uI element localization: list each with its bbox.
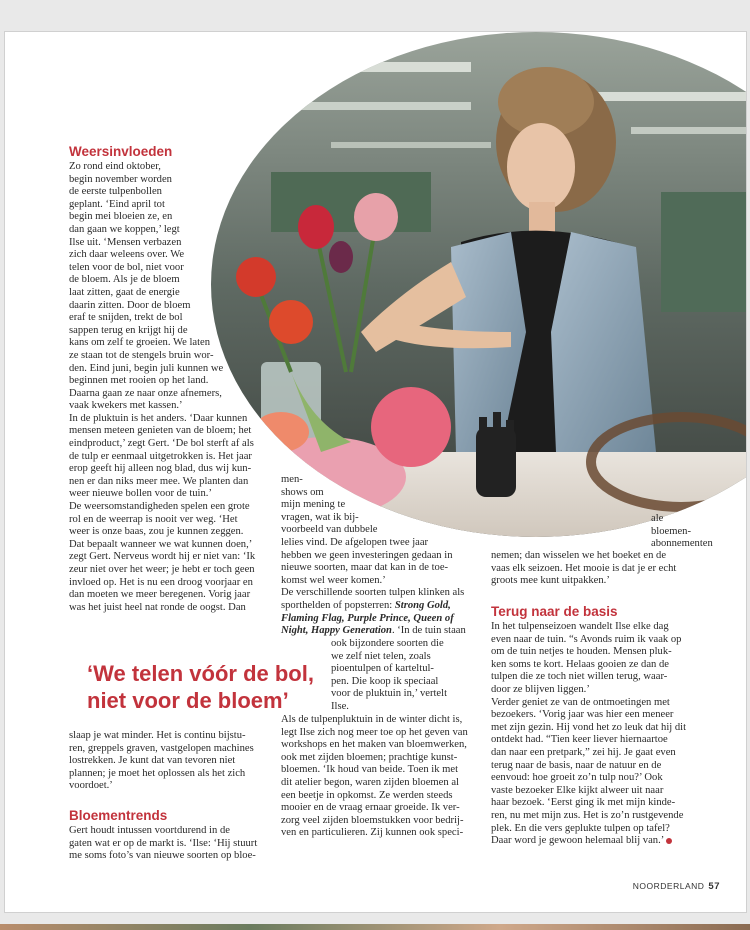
text-line: ook met zijden bloemen; prachtige kunst- xyxy=(281,751,458,763)
text-line: kans om zelf te groeien. We laten xyxy=(69,337,211,349)
column-2-bottom xyxy=(281,714,468,840)
text-line: In het tulpenseizoen wandelt Ilse elke dag xyxy=(491,621,669,632)
text-line: zeur niet over het weer; je hebt er toch geen xyxy=(69,564,255,575)
column-2-middle xyxy=(281,537,466,638)
text-line: tulpen die ze toch niet willen terug, waar- xyxy=(491,671,668,683)
text-line: dan moeten we meer beregenen. Vorig jaar xyxy=(69,589,251,601)
text-span: sporthelden of popsterren: xyxy=(281,599,395,611)
text-line: ven en particulieren. Zij kunnen ook speci- xyxy=(281,827,464,839)
text-line: vaste bezoeker Elke kijkt alweer uit naar xyxy=(491,784,664,796)
text-line: slaap je wat minder. Het is continu bijstu- xyxy=(69,730,246,741)
text-line: In de pluktuin is het anders. ‘Daar kunnen xyxy=(69,412,248,424)
text-line: workshops en het maken van bloemwerken, xyxy=(281,739,467,751)
text-line: mijn mening te xyxy=(281,499,346,511)
text-line: de eerste tulpenbollen xyxy=(69,186,162,198)
text-line: door ze blijven liggen.’ xyxy=(491,683,590,695)
text-line: mensen meteen genieten van de bloem; het xyxy=(69,425,252,437)
text-line: ook bijzondere soorten die xyxy=(331,638,444,649)
text-line: plek. En die vers geplukte tulpen op tafel? xyxy=(491,822,670,834)
heading-bloementrends: Bloementrends xyxy=(69,808,168,823)
text-line: shows om xyxy=(281,486,324,498)
text-line: eenvoud: hoe groeit zo’n tulp nou?’ Ook xyxy=(491,772,663,784)
text-line: ren, greppels graven, vastgelopen machines xyxy=(69,742,254,754)
text-line: terug naar de basis, naar de natuur en de xyxy=(491,759,662,771)
text-line: een beetje in opkomst. Ze werden steeds xyxy=(281,789,453,801)
text-line: laat zitten, gaat de energie xyxy=(69,286,180,298)
text-line: me soms foto’s van nieuwe soorten op bloe- xyxy=(69,850,256,862)
text-line: nieuwe soorten, maar dat kan in de toe- xyxy=(281,562,449,574)
column-1-trends xyxy=(69,825,257,863)
column-2-beside-quote xyxy=(331,638,447,714)
text-span: . ‘In de tuin staan xyxy=(391,625,466,637)
text-line: nen er dan niks meer mee. We planten dan xyxy=(69,475,249,487)
text-line: Zo rond eind oktober, xyxy=(69,161,161,172)
text-line: ren, nu met mijn zus. Het is zo’n rustgevende xyxy=(491,809,684,821)
text-line: De verschillende soorten tulpen klinken als xyxy=(281,587,465,599)
text-line: geplant. ‘Eind april tot xyxy=(69,198,165,210)
next-page-edge xyxy=(0,924,750,930)
text-line: sappen terug en krijgt hij de xyxy=(69,324,188,336)
page-number: 57 xyxy=(708,881,720,892)
text-line: bezoekers. ‘Vorig jaar was hier een meneer xyxy=(491,709,674,721)
tulip-variety: Flaming Flag, Purple Prince, Queen of xyxy=(281,612,454,624)
text-line: we zelf niet telen, zoals xyxy=(331,650,431,662)
text-line: rol en de weerrap is nooit ver weg. ‘Het xyxy=(69,513,238,525)
text-line: vragen, wat ik bij- xyxy=(281,511,359,523)
text-line: eraf te snijden, trekt de bol xyxy=(69,312,183,324)
text-line: mooier en de vraag ernaar groeide. Ik ver- xyxy=(281,802,460,814)
text-line: om de tuin netjes te houden. Mensen pluk- xyxy=(491,646,672,658)
text-line: pen. Die koop ik speciaal xyxy=(331,675,439,687)
column-3-body xyxy=(491,621,686,848)
text-line: ale xyxy=(651,513,664,524)
text-line: beginnen met rooien op het land. xyxy=(69,375,209,387)
text-line: de tulp er eenmaal uitgetrokken is. Het jaar xyxy=(69,450,252,462)
text-line: Ilse uit. ‘Mensen verbazen xyxy=(69,236,182,248)
text-span: Daar word je gewoon helemaal blij van.’ xyxy=(491,835,665,847)
text-line: abonnementen xyxy=(651,538,713,550)
text-line: legt Ilse zich nog meer toe op het geven van xyxy=(281,726,468,738)
text-line: Gert houdt intussen voortdurend in de xyxy=(69,825,230,836)
text-line: erop geeft hij alleen nog blad, dus wij kun- xyxy=(69,463,252,475)
text-line: Ilse. xyxy=(331,700,349,712)
page-footer xyxy=(633,881,720,892)
end-mark-icon xyxy=(666,838,672,844)
text-line: daarin zitten. Door de bloem xyxy=(69,299,191,311)
text-line: lelies vind. De afgelopen twee jaar xyxy=(281,537,429,548)
text-line: telen voor de bol, niet voor xyxy=(69,261,184,273)
text-line: bloemen. ‘Ik houd van beide. Toen ik met xyxy=(281,764,459,776)
text-line: men- xyxy=(281,474,303,485)
text-line xyxy=(281,600,466,613)
text-line: begin mei bloeien ze, en xyxy=(69,211,173,223)
text-line: lostrekken. Je kunt dat van tevoren niet xyxy=(69,755,236,767)
column-1-bottom xyxy=(69,730,254,793)
pull-quote-line: niet voor de bloem’ xyxy=(87,688,289,713)
magazine-page xyxy=(4,31,747,913)
text-line: groots mee kunt uitpakken.’ xyxy=(491,575,610,587)
text-line: zorg veel zijden bloemstukken voor bedrij- xyxy=(281,814,464,826)
heading-terug-naar-de-basis: Terug naar de basis xyxy=(491,604,618,619)
text-line: bloemen- xyxy=(651,525,692,537)
pull-quote-line: ‘We telen vóór de bol, xyxy=(87,661,314,686)
article-photo xyxy=(211,32,747,537)
text-line: voorbeeld van dubbele xyxy=(281,524,378,536)
column-2-narrow xyxy=(281,474,378,537)
text-line: ontdekt had. “Tien keer liever hiernaartoe xyxy=(491,734,668,746)
text-line: plannen; je moet het oplossen als het zich xyxy=(69,767,246,779)
text-line: Verder geniet ze van de ontmoetingen met xyxy=(491,696,670,708)
text-line: eindproduct,’ zegt Gert. ‘De bol sterft af als xyxy=(69,438,254,450)
text-line: voor de pluktuin in,’ vertelt xyxy=(331,688,448,700)
text-line: gaten wat er op de markt is. ‘Ilse: ‘Hij stuurt xyxy=(69,837,258,849)
text-line: De weersomstandigheden spelen een grote xyxy=(69,501,250,513)
text-line: dan gaan we koppen,’ legt xyxy=(69,223,180,235)
text-line: den. Eind juni, begin juli kunnen we xyxy=(69,362,224,374)
text-line: dan naar een pretpark,” zei hij. Je gaat even xyxy=(491,746,676,758)
text-line: was het juist heel nat ronde de oogst. Dan xyxy=(69,601,246,613)
text-line: ze staan tot de stengels bruin wor- xyxy=(69,349,214,361)
text-line: hebben we geen investeringen gedaan in xyxy=(281,549,453,561)
text-line: met zijn gezin. Hij vond het zo leuk dat hij dit xyxy=(491,721,687,733)
text-line: invloed op. Het is nu een droog voorjaar en xyxy=(69,576,253,588)
text-line: Daarna gaan ze naar onze afnemers, xyxy=(69,387,222,399)
tulip-variety: Night, Happy Generation xyxy=(281,625,392,637)
text-line: nemen; dan wisselen we het boeket en de xyxy=(491,550,667,561)
text-line: ken soms te kort. Helaas gooien ze dan de xyxy=(491,658,669,670)
text-line: haar bezoek. ‘Eerst ging ik met mijn kinde- xyxy=(491,797,676,809)
text-line: de bloem. Als je de bloem xyxy=(69,274,180,286)
text-line: Als de tulpenpluktuin in de winter dicht is, xyxy=(281,714,463,725)
text-line: begin november worden xyxy=(69,173,172,185)
column-1-top xyxy=(69,161,255,614)
text-line: even naar de tuin. “s Avonds ruim ik vaak op xyxy=(491,633,682,645)
text-line: Dat bepaalt wanneer we wat kunnen doen,’ xyxy=(69,538,253,550)
column-3-narrow xyxy=(651,513,713,551)
text-line xyxy=(281,613,466,626)
magazine-name: NOORDERLAND xyxy=(632,881,705,891)
text-line: voordoet.’ xyxy=(69,780,113,792)
text-line: weer nieuwe bollen voor de tuin.’ xyxy=(69,488,212,500)
text-line: vaas elk seizoen. Het mooie is dat je er echt xyxy=(491,562,677,574)
text-line: komst wel weer komen.’ xyxy=(281,574,386,586)
text-line: zich daar weleens over. We xyxy=(69,249,185,261)
tulip-variety: Strong Gold, xyxy=(394,599,451,611)
text-line xyxy=(491,835,686,848)
text-line: vaak kwekers met kassen.’ xyxy=(69,400,183,412)
text-line: pioentulpen of karteltul- xyxy=(331,663,434,675)
text-line: weer is onze baas, zou je kunnen zeggen. xyxy=(69,526,244,538)
text-line xyxy=(281,625,466,638)
text-line: dit atelier begon, waren zijden bloemen al xyxy=(281,776,459,788)
heading-weersinvloeden: Weersinvloeden xyxy=(69,144,173,159)
photo-illustration xyxy=(211,32,747,537)
text-line: zegt Gert. Nerveus wordt hij er niet van: ‘Ik xyxy=(69,551,256,563)
column-3-top xyxy=(491,550,676,588)
